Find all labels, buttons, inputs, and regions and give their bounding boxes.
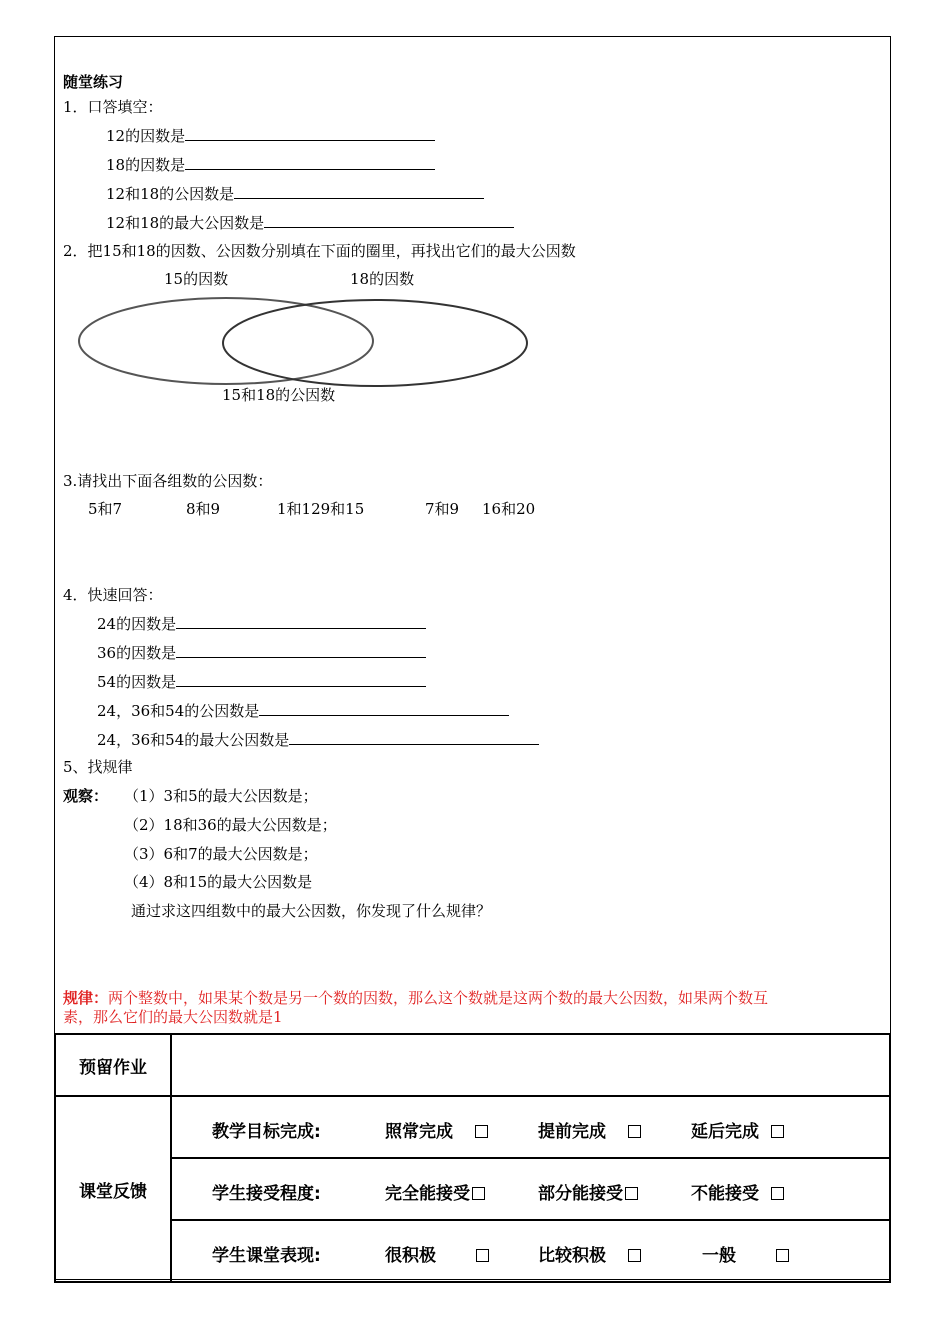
checkbox[interactable] — [628, 1125, 641, 1138]
q4-heading: 4．快速回答： — [63, 586, 163, 604]
q4-line: 24，36和54的公因数是 — [97, 701, 509, 720]
venn-right-label: 18的因数 — [350, 270, 415, 288]
feedback-row — [172, 1221, 889, 1281]
checkbox[interactable] — [771, 1125, 784, 1138]
observe-label: 观察： — [63, 787, 109, 805]
option[interactable]: 一般 — [702, 1241, 789, 1266]
option[interactable]: 照常完成 — [385, 1117, 488, 1142]
option[interactable]: 延后完成 — [691, 1117, 784, 1142]
q1-line: 12和18的公因数是 — [106, 184, 484, 203]
venn-diagram — [70, 290, 540, 398]
q5-item: （1）3和5的最大公因数是； — [124, 787, 318, 805]
q4-line: 24，36和54的最大公因数是 — [97, 730, 539, 749]
q5-item: （4）8和15的最大公因数是 — [124, 873, 313, 891]
answer-blank[interactable] — [234, 184, 484, 199]
option[interactable]: 完全能接受 — [385, 1179, 485, 1204]
option[interactable]: 不能接受 — [691, 1179, 784, 1204]
q5-item: （3）6和7的最大公因数是； — [124, 845, 318, 863]
answer-blank[interactable] — [289, 730, 539, 745]
feedback-row — [172, 1159, 889, 1219]
answer-blank[interactable] — [264, 213, 514, 228]
checkbox[interactable] — [628, 1249, 641, 1262]
q4-line: 36的因数是 — [97, 643, 426, 662]
q3-group: 7和9 — [425, 500, 460, 518]
q5-heading: 5、找规律 — [63, 758, 133, 776]
answer-blank[interactable] — [176, 643, 426, 658]
option[interactable]: 很积极 — [385, 1241, 489, 1266]
q1-line: 12和18的最大公因数是 — [106, 213, 514, 232]
answer-blank[interactable] — [176, 614, 426, 629]
checkbox[interactable] — [771, 1187, 784, 1200]
rule-text: 规律：两个整数中，如果某个数是另一个数的因数，那么这个数就是这两个数的最大公因数，如果两个数互 — [63, 989, 769, 1007]
option[interactable]: 比较积极 — [538, 1241, 641, 1266]
answer-blank[interactable] — [185, 126, 435, 141]
feedback-row-title: 学生接受程度: — [212, 1184, 321, 1204]
feedback-row — [172, 1097, 889, 1157]
option[interactable]: 提前完成 — [538, 1117, 641, 1142]
checkbox[interactable] — [475, 1125, 488, 1138]
q4-line: 24的因数是 — [97, 614, 426, 633]
checkbox[interactable] — [472, 1187, 485, 1200]
q5-question: 通过求这四组数中的最大公因数，你发现了什么规律？ — [131, 902, 492, 920]
q3-group: 8和9 — [186, 500, 221, 518]
option[interactable]: 部分能接受 — [538, 1179, 638, 1204]
venn-circle-18[interactable] — [223, 300, 527, 386]
checkbox[interactable] — [476, 1249, 489, 1262]
q3-group: 16和20 — [482, 500, 536, 518]
answer-blank[interactable] — [185, 155, 435, 170]
q4-line: 54的因数是 — [97, 672, 426, 691]
q2-heading: 2．把15和18的因数、公因数分别填在下面的圈里，再找出它们的最大公因数 — [63, 242, 576, 260]
venn-common-label: 15和18的公因数 — [222, 386, 336, 404]
q3-group: 5和7 — [88, 500, 123, 518]
rule-text-cont: 素，那么它们的最大公因数就是1 — [63, 1008, 283, 1026]
checkbox[interactable] — [625, 1187, 638, 1200]
venn-left-label: 15的因数 — [164, 270, 229, 288]
answer-blank[interactable] — [259, 701, 509, 716]
feedback-label: 课堂反馈 — [55, 1096, 171, 1282]
answer-blank[interactable] — [176, 672, 426, 687]
homework-field[interactable] — [171, 1034, 890, 1096]
checkbox[interactable] — [776, 1249, 789, 1262]
feedback-row-title: 学生课堂表现: — [212, 1246, 321, 1266]
section-title: 随堂练习 — [63, 73, 124, 91]
q1-line: 18的因数是 — [106, 155, 435, 174]
feedback-row-title: 教学目标完成: — [212, 1122, 321, 1142]
q1-line: 12的因数是 — [106, 126, 435, 145]
feedback-table — [54, 1033, 891, 1283]
venn-circle-15[interactable] — [79, 298, 373, 384]
q3-group: 1和129和15 — [277, 500, 365, 518]
q5-item: （2）18和36的最大公因数是； — [124, 816, 337, 834]
homework-label: 预留作业 — [55, 1034, 171, 1096]
q3-heading: 3.请找出下面各组数的公因数： — [63, 472, 273, 490]
q1-heading: 1．口答填空： — [63, 98, 163, 116]
